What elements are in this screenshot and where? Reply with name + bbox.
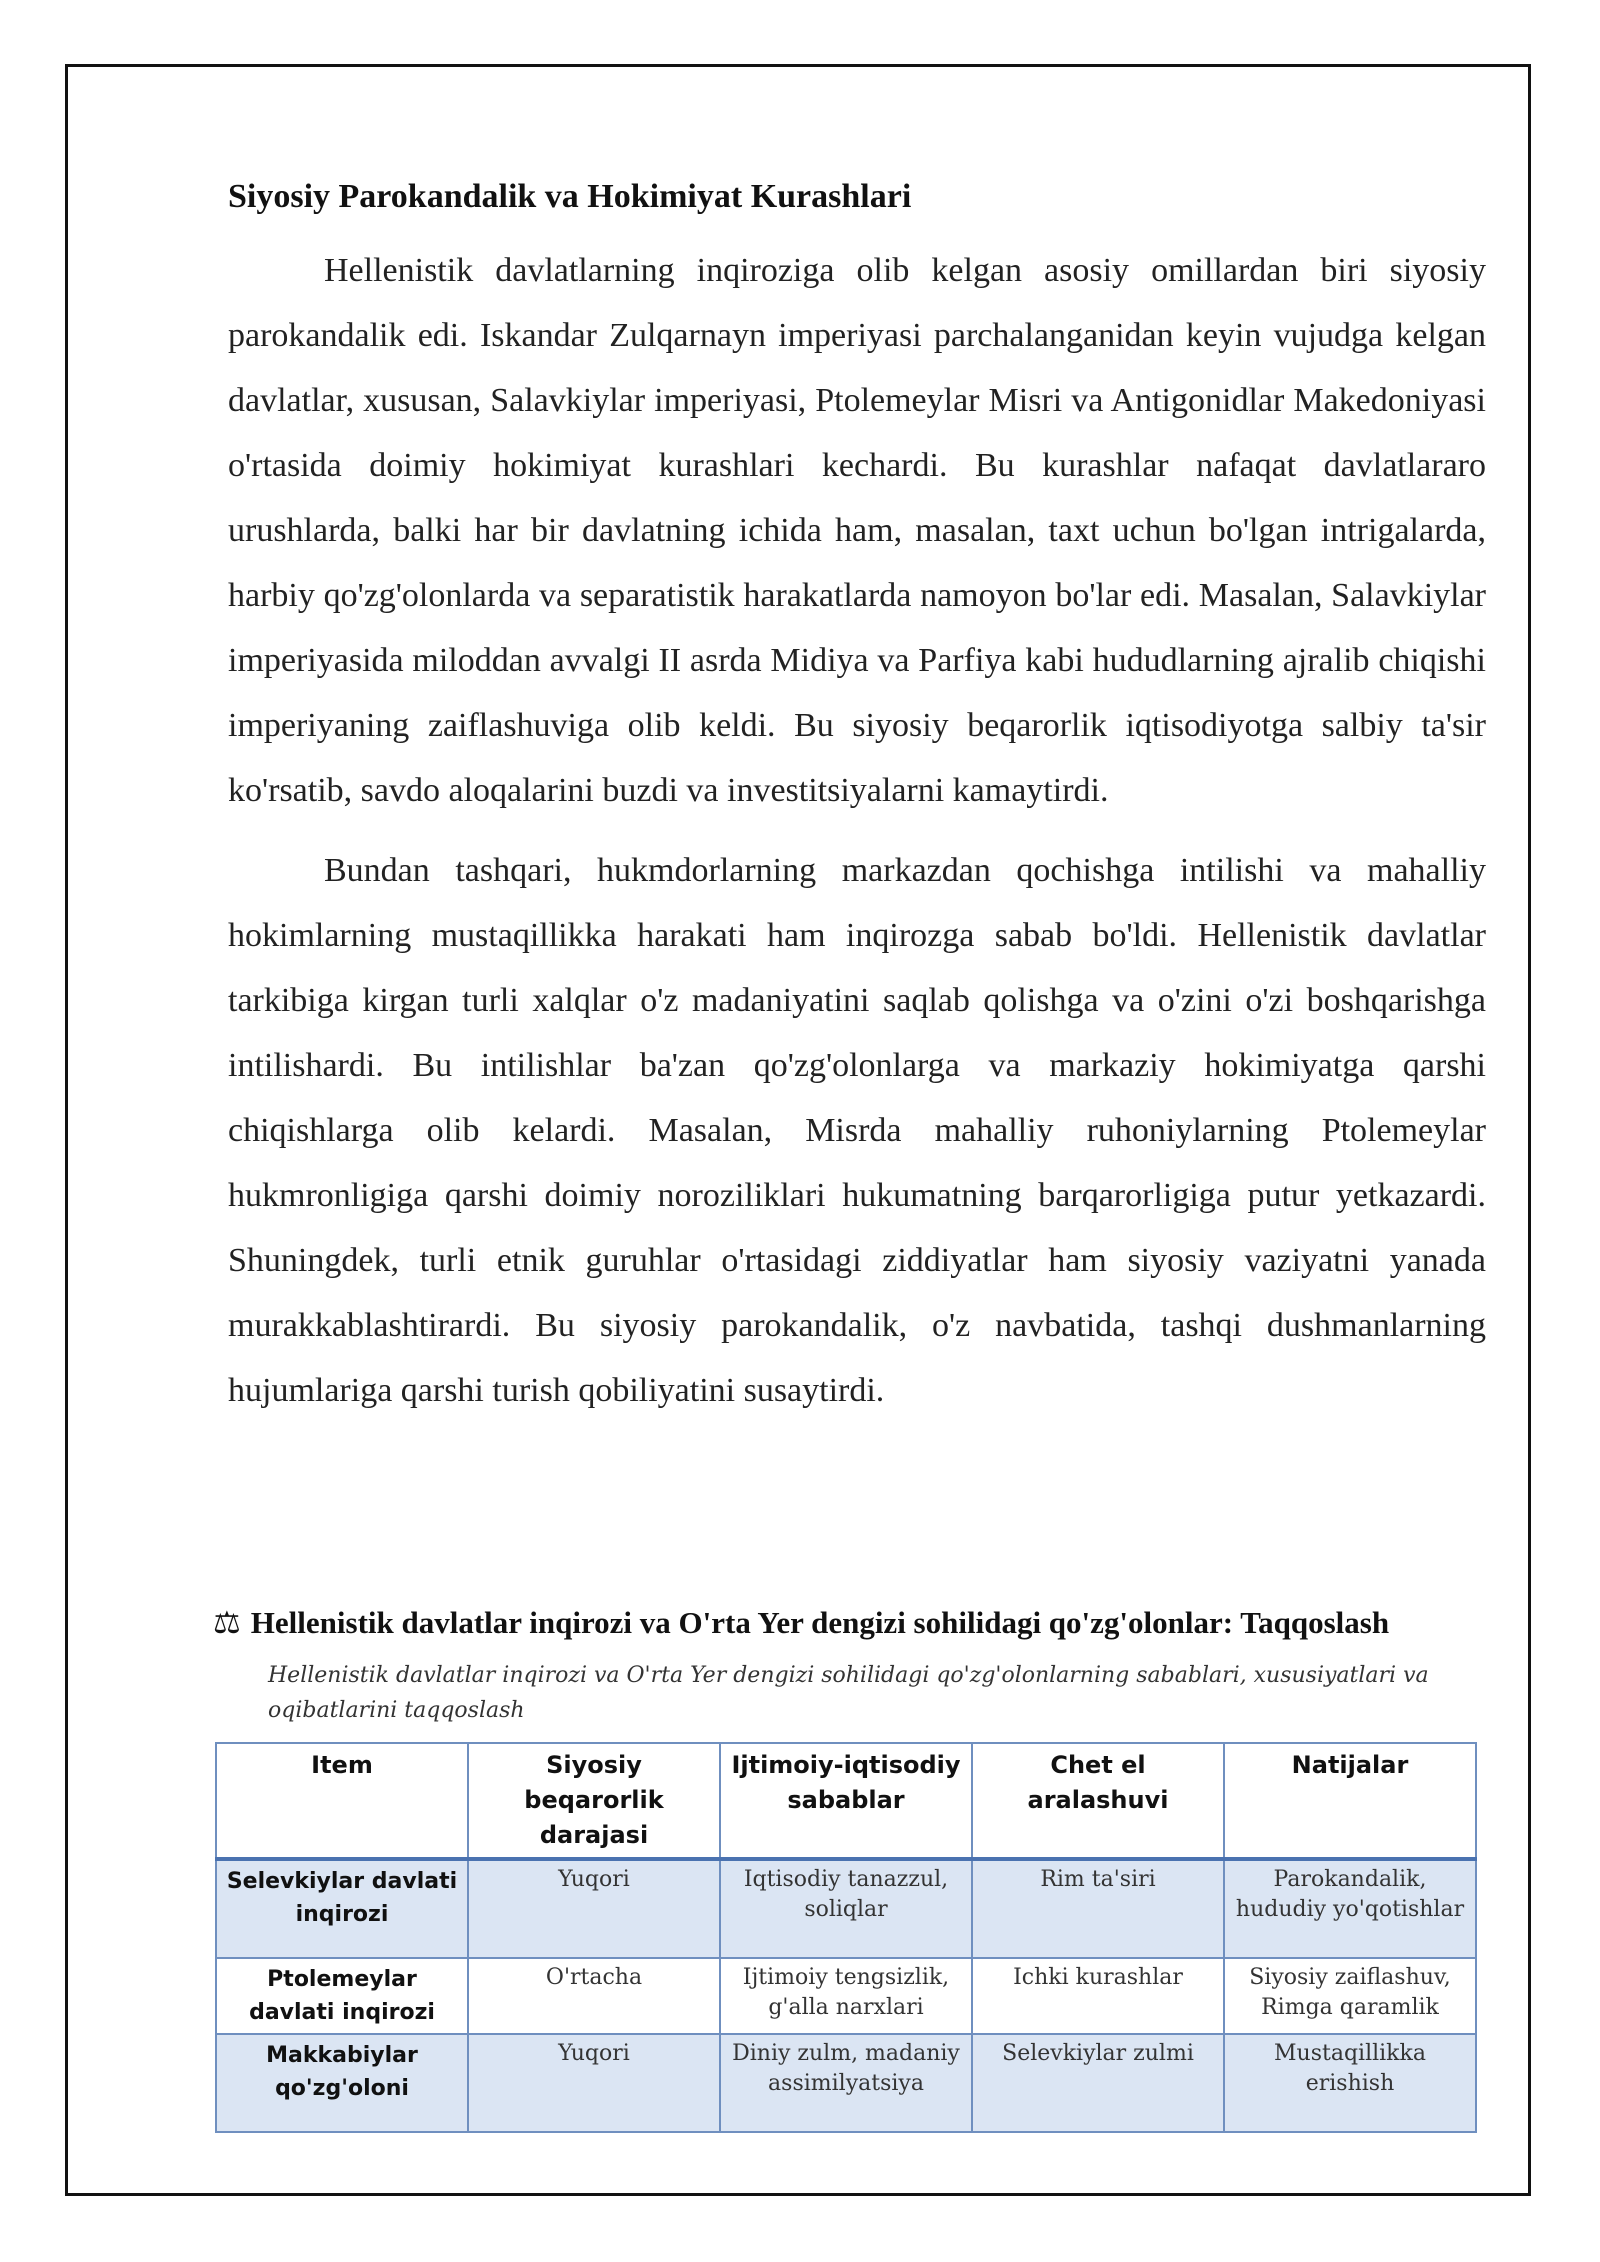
comparison-table-block [213,1600,1503,2133]
table-cell: Yuqori [468,2034,720,2132]
table-title [213,1600,1503,1646]
table-row [216,2034,1476,2132]
section [228,170,1486,1438]
row-header-cell: Ptolemeylar davlati inqirozi [216,1958,468,2034]
header-cell: Siyosiy beqarorlik darajasi [468,1743,720,1859]
paragraph-2: Bundan tashqari, hukmdorlarning markazdan qochishga intilishi va mahalliy hokimlarning mustaqillikka harakati ham inqirozga sabab bo'ldi. Hellenistik davlatlar tarkibiga kirgan turli xalqlar o'z madaniyatini saqlab qolishga va o'zini o'zi boshqarishga intilishardi. Bu intilishlar ba'zan qo'zg'olonlarga va markaziy hokimiyatga qarshi chiqishlarga olib kelardi. Masalan, Misrda mahalliy ruhoniylarning Ptolemeylar hukmronligiga qarshi doimiy noroziliklari hukumatning barqarorligiga putur yetkazardi. Shuningdek, turli etnik guruhlar o'rtasidagi ziddiyatlar ham siyosiy vaziyatni yanada murakkablashtirardi. Bu siyosiy parokandalik, o'z navbatida, tashqi dushmanlarning hujumlariga qarshi turish qobiliyatini susaytirdi. [228,852,1486,1409]
table-row [216,1859,1476,1958]
row-header-cell: Makkabiylar qo'zg'oloni [216,2034,468,2132]
table-cell: Ijtimoiy tengsizlik, g'alla narxlari [720,1958,972,2034]
table-cell: O'rtacha [468,1958,720,2034]
table-header-row [216,1743,1476,1859]
table-cell: Siyosiy zaiflashuv, Rimga qaramlik [1224,1958,1476,2034]
table-cell: Ichki kurashlar [972,1958,1224,2034]
paragraph-1: Hellenistik davlatlarning inqiroziga olib kelgan asosiy omillardan biri siyosiy parokandalik edi. Iskandar Zulqarnayn imperiyasi parchalanganidan keyin vujudga kelgan davlatlar, xususan, Salavkiylar imperiyasi, Ptolemeylar Misri va Antigonidlar Makedoniyasi o'rtasida doimiy hokimiyat kurashlari kechardi. Bu kurashlar nafaqat davlatlararo urushlarda, balki har bir davlatning ichida ham, masalan, taxt uchun bo'lgan intrigalarda, harbiy qo'zg'olonlarda va separatistik harakatlarda namoyon bo'lar edi. Masalan, Salavkiylar imperiyasida miloddan avvalgi II asrda Midiya va Parfiya kabi hududlarning ajralib chiqishi imperiyaning zaiflashuviga olib keldi. Bu siyosiy beqarorlik iqtisodiyotga salbiy ta'sir ko'rsatib, savdo aloqalarini buzdi va investitsiyalarni kamaytirdi. [228,252,1486,809]
scale-icon: ⚖ [213,1605,241,1640]
table-cell: Rim ta'siri [972,1859,1224,1958]
table-row [216,1958,1476,2034]
header-cell: Natijalar [1224,1743,1476,1859]
table-title-text: Hellenistik davlatlar inqirozi va O'rta Yer dengizi sohilidagi qo'zg'olonlar: Taqqoslash [250,1605,1390,1640]
table-cell: Selevkiylar zulmi [972,2034,1224,2132]
table-cell: Diniy zulm, madaniy assimilyatsiya [720,2034,972,2132]
header-cell: Chet el aralashuvi [972,1743,1224,1859]
table-cell: Parokandalik, hududiy yo'qotishlar [1224,1859,1476,1958]
header-cell: Ijtimoiy-iqtisodiy sabablar [720,1743,972,1859]
table-cell: Yuqori [468,1859,720,1958]
row-header-cell: Selevkiylar davlati inqirozi [216,1859,468,1958]
comparison-table [215,1742,1477,2133]
table-cell: Mustaqillikka erishish [1224,2034,1476,2132]
header-cell: Item [216,1743,468,1859]
table-cell: Iqtisodiy tanazzul, soliqlar [720,1859,972,1958]
section-title: Siyosiy Parokandalik va Hokimiyat Kurashlari [228,178,912,215]
table-caption: Hellenistik davlatlar inqirozi va O'rta Yer dengizi sohilidagi qo'zg'olonlarning sabablari, xususiyatlari va oqibatlarini taqqoslash [268,1663,1429,1723]
